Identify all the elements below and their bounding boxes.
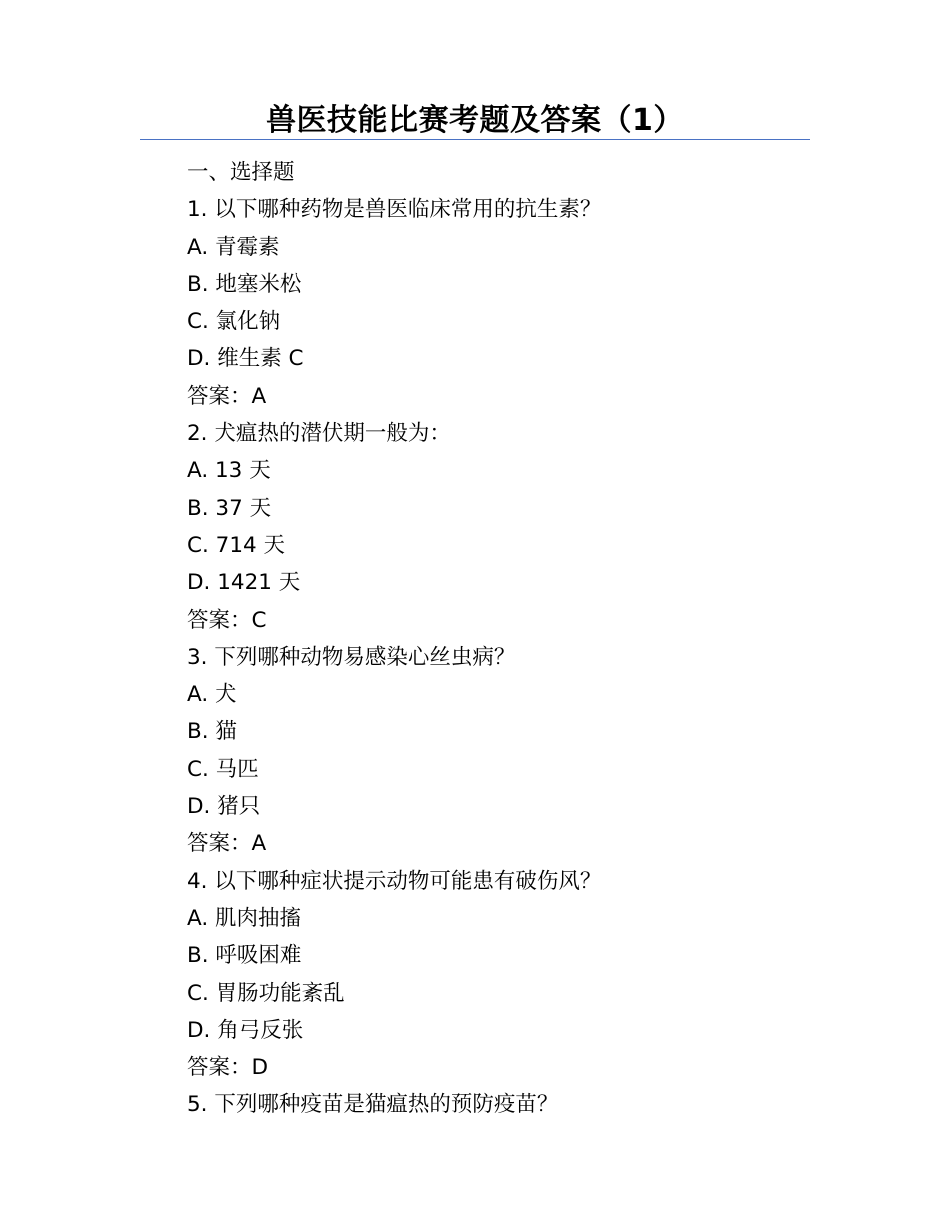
question-block	[187, 415, 827, 639]
question-block	[187, 863, 827, 1087]
title-underline	[140, 139, 810, 140]
option-a: A. 13 天	[187, 458, 271, 484]
option-b: B. 猫	[187, 719, 237, 745]
option-c: C. 714 天	[187, 532, 286, 558]
option-d: D. 维生素 C	[187, 346, 304, 372]
option-c: C. 胃肠功能紊乱	[187, 980, 345, 1006]
question-text: 3. 下列哪种动物易感染心丝虫病？	[187, 644, 516, 670]
option-a: A. 青霉素	[187, 234, 280, 260]
answer-text: 答案：D	[187, 1055, 269, 1081]
section-heading: 一、选择题	[187, 160, 295, 185]
question-text: 4. 以下哪种症状提示动物可能患有破伤风？	[187, 868, 602, 894]
option-d: D. 角弓反张	[187, 1017, 304, 1043]
document-body	[187, 154, 827, 1124]
option-a: A. 犬	[187, 682, 237, 708]
option-c: C. 氯化钠	[187, 309, 281, 335]
question-block	[187, 1086, 827, 1123]
option-b: B. 地塞米松	[187, 271, 302, 297]
question-text: 1. 以下哪种药物是兽医临床常用的抗生素？	[187, 197, 602, 223]
option-d: D. 1421 天	[187, 570, 301, 596]
question-block	[187, 639, 827, 863]
answer-text: 答案：C	[187, 607, 267, 633]
question-text: 5. 下列哪种疫苗是猫瘟热的预防疫苗？	[187, 1092, 559, 1118]
question-text: 2. 犬瘟热的潜伏期一般为：	[187, 421, 451, 447]
option-a: A. 肌肉抽搐	[187, 905, 301, 931]
question-block	[187, 191, 827, 415]
option-d: D. 猪只	[187, 794, 261, 820]
option-b: B. 37 天	[187, 495, 272, 521]
option-b: B. 呼吸困难	[187, 943, 302, 969]
document-title: 兽医技能比赛考题及答案（1）	[266, 103, 684, 138]
option-c: C. 马匹	[187, 756, 259, 782]
answer-text: 答案：A	[187, 383, 267, 409]
answer-text: 答案：A	[187, 831, 267, 857]
